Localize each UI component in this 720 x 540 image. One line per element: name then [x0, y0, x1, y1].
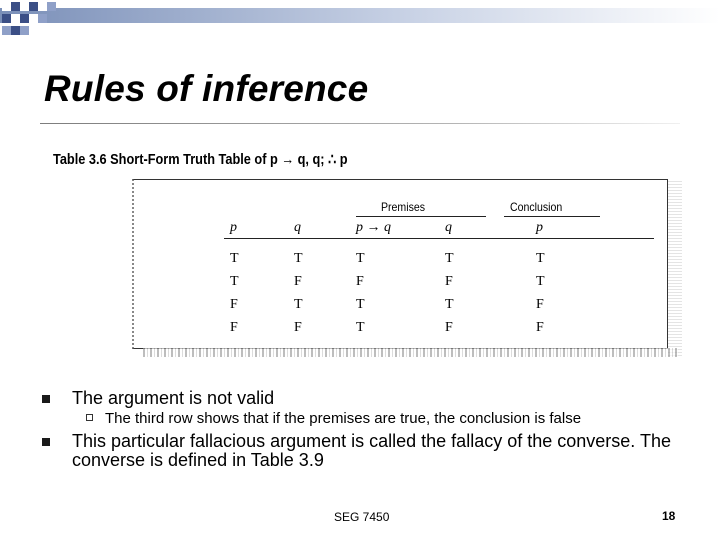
- col-header-p-conclusion: p: [536, 220, 543, 235]
- table-cell: F: [230, 320, 238, 335]
- col-header-p: p: [230, 220, 237, 235]
- conclusion-header: Conclusion: [510, 200, 563, 214]
- sub-bullet-icon: [86, 414, 93, 421]
- table-cell: T: [294, 297, 303, 312]
- table-cell: F: [445, 320, 453, 335]
- bullet-fallacy-of-converse: This particular fallacious argument is called the fallacy of the converse. The converse is defined in Table 3.9: [72, 431, 671, 470]
- truth-table-image: [48, 150, 688, 362]
- scan-noise-bottom: [143, 348, 678, 357]
- bullet-square-icon: [42, 438, 50, 446]
- table-cell: T: [356, 297, 365, 312]
- col-header-q-premise: q: [445, 220, 452, 235]
- footer-course-code: SEG 7450: [334, 510, 390, 524]
- header-rule: [224, 238, 654, 239]
- table-cell: F: [445, 274, 453, 289]
- table-cell: T: [356, 320, 365, 335]
- table-cell: T: [536, 251, 545, 266]
- table-cell: T: [445, 251, 454, 266]
- table-cell: F: [536, 297, 544, 312]
- premises-rule: [356, 216, 486, 217]
- sub-bullet-third-row: The third row shows that if the premises are true, the conclusion is false: [105, 410, 582, 427]
- page-number: 18: [662, 509, 676, 523]
- title-divider: [40, 123, 680, 124]
- table-cell: F: [536, 320, 544, 335]
- slide-title: Rules of inference: [44, 68, 369, 109]
- col-header-q: q: [294, 220, 301, 235]
- table-cell: T: [230, 251, 239, 266]
- table-cell: T: [294, 251, 303, 266]
- table-cell: T: [445, 297, 454, 312]
- decorative-checker-bar: [0, 0, 720, 40]
- premises-header: Premises: [381, 200, 426, 214]
- conclusion-rule: [504, 216, 600, 217]
- table-cell: F: [294, 274, 302, 289]
- table-cell: T: [230, 274, 239, 289]
- table-cell: T: [536, 274, 545, 289]
- table-cell: F: [230, 297, 238, 312]
- table-caption: Table 3.6 Short-Form Truth Table of p → q, q; ∴ p: [53, 151, 348, 168]
- bullet-argument-not-valid: The argument is not valid: [72, 388, 275, 408]
- table-cell: T: [356, 251, 365, 266]
- col-header-p-implies-q: p → q: [356, 220, 391, 235]
- bullet-square-icon: [42, 395, 50, 403]
- scan-noise-right: [668, 180, 682, 356]
- table-cell: F: [356, 274, 364, 289]
- table-cell: F: [294, 320, 302, 335]
